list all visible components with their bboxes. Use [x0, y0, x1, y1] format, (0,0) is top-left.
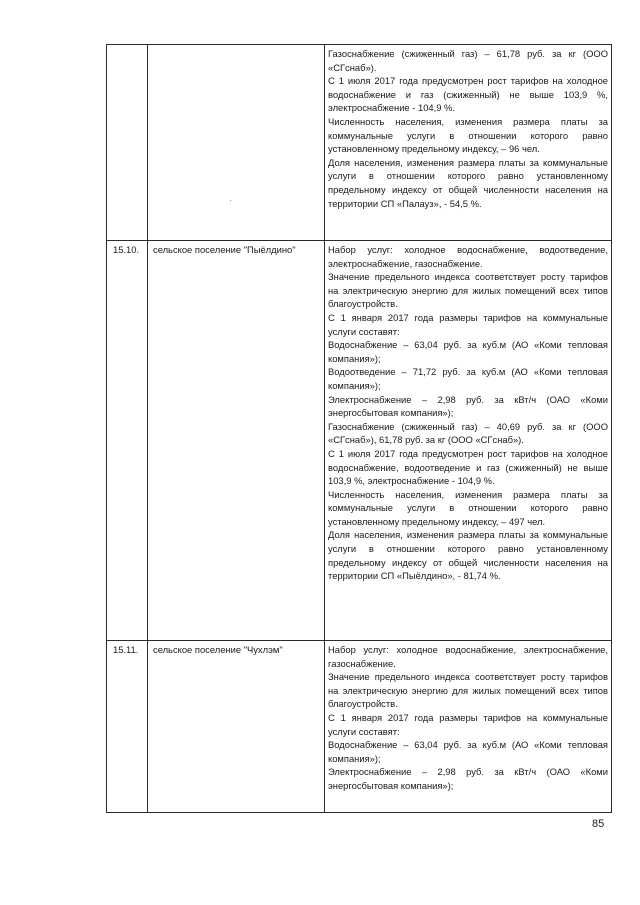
description-paragraph: Газоснабжение (сжиженный газ) – 61,78 руб. за кг (ООО «СГснаб»).: [328, 48, 608, 73]
description-paragraph: Электроснабжение – 2,98 руб. за кВт/ч (ОАО «Коми энергосбытовая компания»);: [328, 766, 608, 791]
description-paragraph: Значение предельного индекса соответствует росту тарифов на электрическую энергию для жилых помещений всех типов благоустройств.: [328, 671, 608, 710]
description-paragraph: Численность населения, изменения размера платы за коммунальные услуги в отношении которого равно установленному предельному индексу, – 497 чел.: [328, 488, 608, 527]
tariff-table: [106, 44, 612, 813]
tariff-description: [325, 241, 612, 641]
description-paragraph: Набор услуг: холодное водоснабжение, водоотведение, электроснабжение, газоснабжение.: [328, 244, 608, 269]
tariff-description: [325, 641, 612, 813]
settlement-name: [148, 45, 325, 241]
page-number: 85: [592, 818, 605, 830]
row-number: [107, 45, 148, 241]
description-paragraph: Набор услуг: холодное водоснабжение, электроснабжение, газоснабжение.: [328, 644, 608, 669]
description-paragraph: Значение предельного индекса соответствует росту тарифов на электрическую энергию для жилых помещений всех типов благоустройств.: [328, 271, 608, 310]
description-paragraph: С 1 июля 2017 года предусмотрен рост тарифов на холодное водоснабжение, водоотведение и газ (сжиженный) не выше 103,9 %, электроснабжение - 104,9 %.: [328, 447, 608, 487]
tariff-description: [325, 45, 612, 241]
table-row: [107, 45, 612, 241]
description-paragraph: Численность населения, изменения размера платы за коммунальные услуги в отношении которого равно установленному предельному индексу, – 96 чел.: [328, 115, 608, 155]
settlement-name: сельское поселение "Пыёлдино": [148, 241, 325, 641]
description-paragraph: Доля населения, изменения размера платы за коммунальные услуги в отношении которого равно установленному предельному индексу от общей численности населения на территории СП «Пыёлдино», - 81,74 %.: [328, 529, 608, 582]
description-paragraph: С 1 июля 2017 года предусмотрен рост тарифов на холодное водоснабжение и газ (сжиженный) не выше 103,9 %, электроснабжение - 104,9 %.: [328, 75, 608, 114]
table-body: [107, 45, 612, 813]
settlement-name: сельское поселение "Чухлэм": [148, 641, 325, 813]
description-paragraph: Электроснабжение – 2,98 руб. за кВт/ч (ОАО «Коми энергосбытовая компания»);: [328, 393, 608, 419]
scan-speck: [230, 200, 231, 201]
description-paragraph: С 1 января 2017 года размеры тарифов на коммунальные услуги составят:: [328, 311, 608, 337]
description-paragraph: Газоснабжение (сжиженный газ) – 40,69 руб. за кг (ООО «СГснаб»), 61,78 руб. за кг (ООО «СГснаб»).: [328, 420, 608, 446]
row-number: 15.11.: [107, 641, 148, 813]
table-row: [107, 241, 612, 641]
description-paragraph: Водоотведение – 71,72 руб. за куб.м (АО «Коми тепловая компания»);: [328, 366, 608, 391]
description-paragraph: Водоснабжение – 63,04 руб. за куб.м (АО «Коми тепловая компания»);: [328, 339, 608, 364]
description-paragraph: Доля населения, изменения размера платы за коммунальные услуги в отношении которого равно установленному предельному индексу от общей численности населения на территории СП «Палауз», - 54,5 %.: [328, 156, 608, 209]
description-paragraph: С 1 января 2017 года размеры тарифов на коммунальные услуги составят:: [328, 711, 608, 737]
row-number: 15.10.: [107, 241, 148, 641]
table-row: [107, 641, 612, 813]
description-paragraph: Водоснабжение – 63,04 руб. за куб.м (АО «Коми тепловая компания»);: [328, 739, 608, 764]
